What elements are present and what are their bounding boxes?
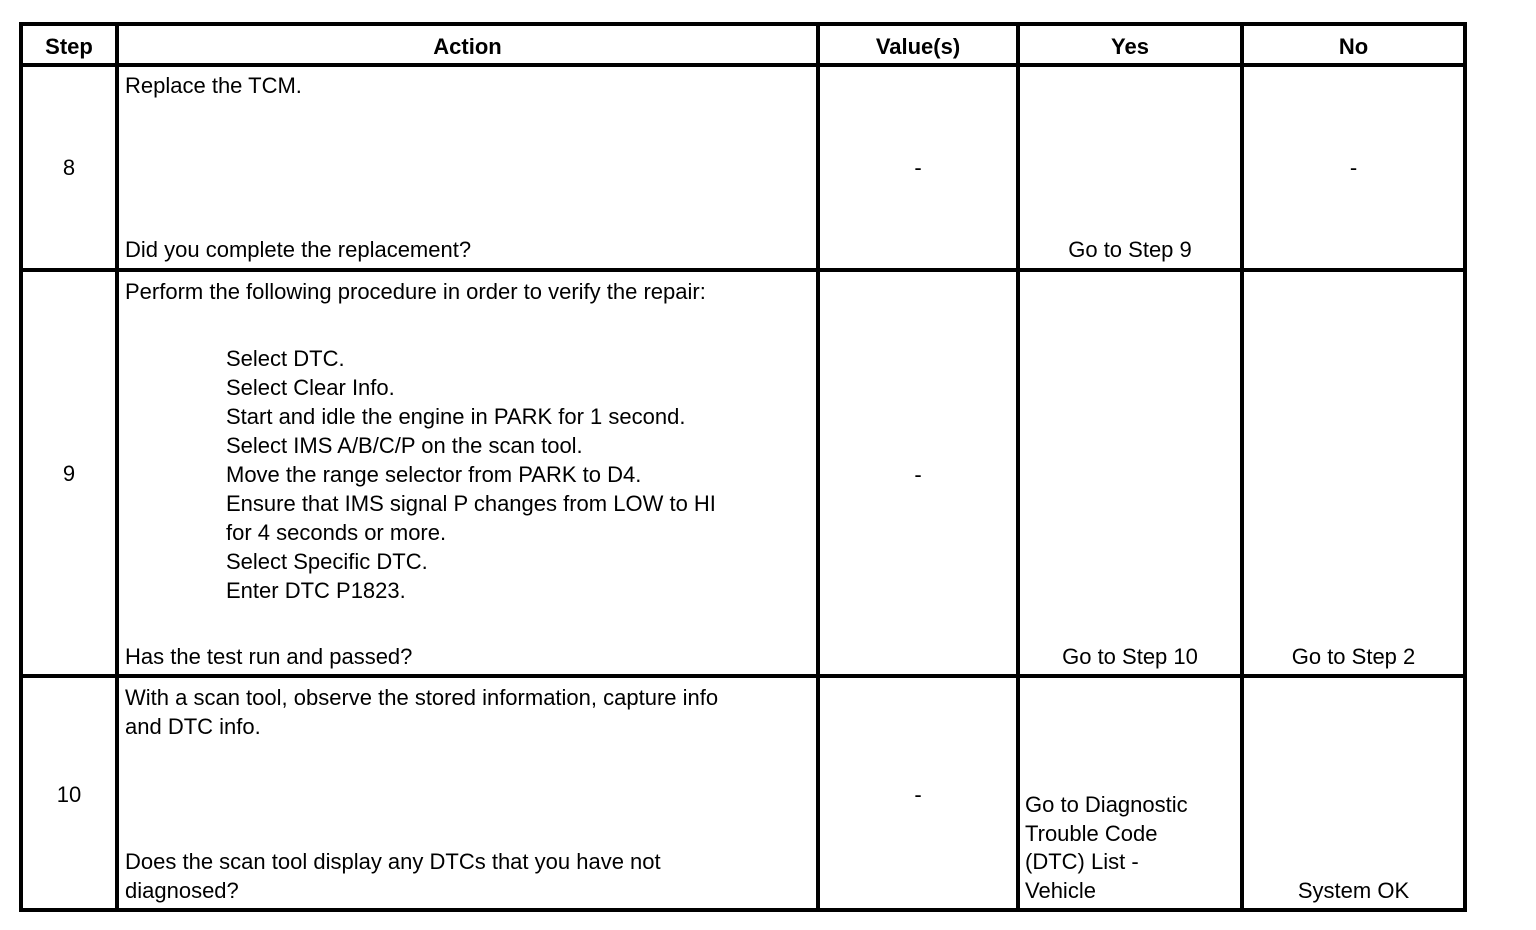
header-step: Step <box>45 34 93 59</box>
procedure-item: Select DTC. <box>226 346 345 371</box>
value-cell: - <box>914 782 922 807</box>
yes-link[interactable]: Go to Step 10 <box>1062 644 1198 669</box>
row-divider <box>19 674 1467 678</box>
value-cell: - <box>914 155 922 180</box>
diagnostic-table <box>19 22 1467 912</box>
procedure-item: Select Clear Info. <box>226 375 395 400</box>
step-number: 8 <box>62 155 76 180</box>
step-number: 9 <box>62 461 76 486</box>
action-question-line: Does the scan tool display any DTCs that you have not <box>125 849 661 874</box>
action-instruction-line: With a scan tool, observe the stored information, capture info <box>125 685 719 710</box>
action-instruction: Perform the following procedure in order to verify the repair: <box>125 279 706 304</box>
table-border-top <box>19 22 1467 26</box>
action-question: Has the test run and passed? <box>125 644 413 669</box>
header-yes: Yes <box>1111 34 1149 59</box>
procedure-item: for 4 seconds or more. <box>226 520 447 545</box>
no-result: System OK <box>1297 878 1410 903</box>
header-no: No <box>1338 34 1369 59</box>
action-instruction: Replace the TCM. <box>125 73 302 98</box>
action-question-line: diagnosed? <box>125 878 239 903</box>
procedure-item: Enter DTC P1823. <box>226 578 406 603</box>
procedure-item: Select IMS A/B/C/P on the scan tool. <box>226 433 583 458</box>
table-border-right <box>1463 22 1467 912</box>
header-action: Action <box>433 34 502 59</box>
procedure-item: Select Specific DTC. <box>226 549 428 574</box>
action-instruction-line: and DTC info. <box>125 714 261 739</box>
no-cell: - <box>1349 155 1358 180</box>
yes-link-line[interactable]: Trouble Code <box>1025 821 1158 846</box>
procedure-item: Start and idle the engine in PARK for 1 second. <box>226 404 686 429</box>
yes-link-line[interactable]: (DTC) List - <box>1025 849 1139 874</box>
column-divider <box>1016 22 1020 912</box>
header-values: Value(s) <box>875 34 961 59</box>
value-cell: - <box>914 462 922 487</box>
procedure-list <box>226 344 716 605</box>
yes-link-line[interactable]: Vehicle <box>1025 878 1096 903</box>
table-border-bottom <box>19 908 1467 912</box>
procedure-item: Move the range selector from PARK to D4. <box>226 462 642 487</box>
column-divider <box>115 22 119 912</box>
yes-link[interactable]: Go to Step 9 <box>1068 237 1192 262</box>
row-divider <box>19 268 1467 272</box>
no-link[interactable]: Go to Step 2 <box>1291 644 1416 669</box>
procedure-item: Ensure that IMS signal P changes from LOW to HI <box>226 491 716 516</box>
action-question: Did you complete the replacement? <box>125 237 472 262</box>
yes-link-line[interactable]: Go to Diagnostic <box>1025 792 1188 817</box>
step-number: 10 <box>56 782 82 807</box>
